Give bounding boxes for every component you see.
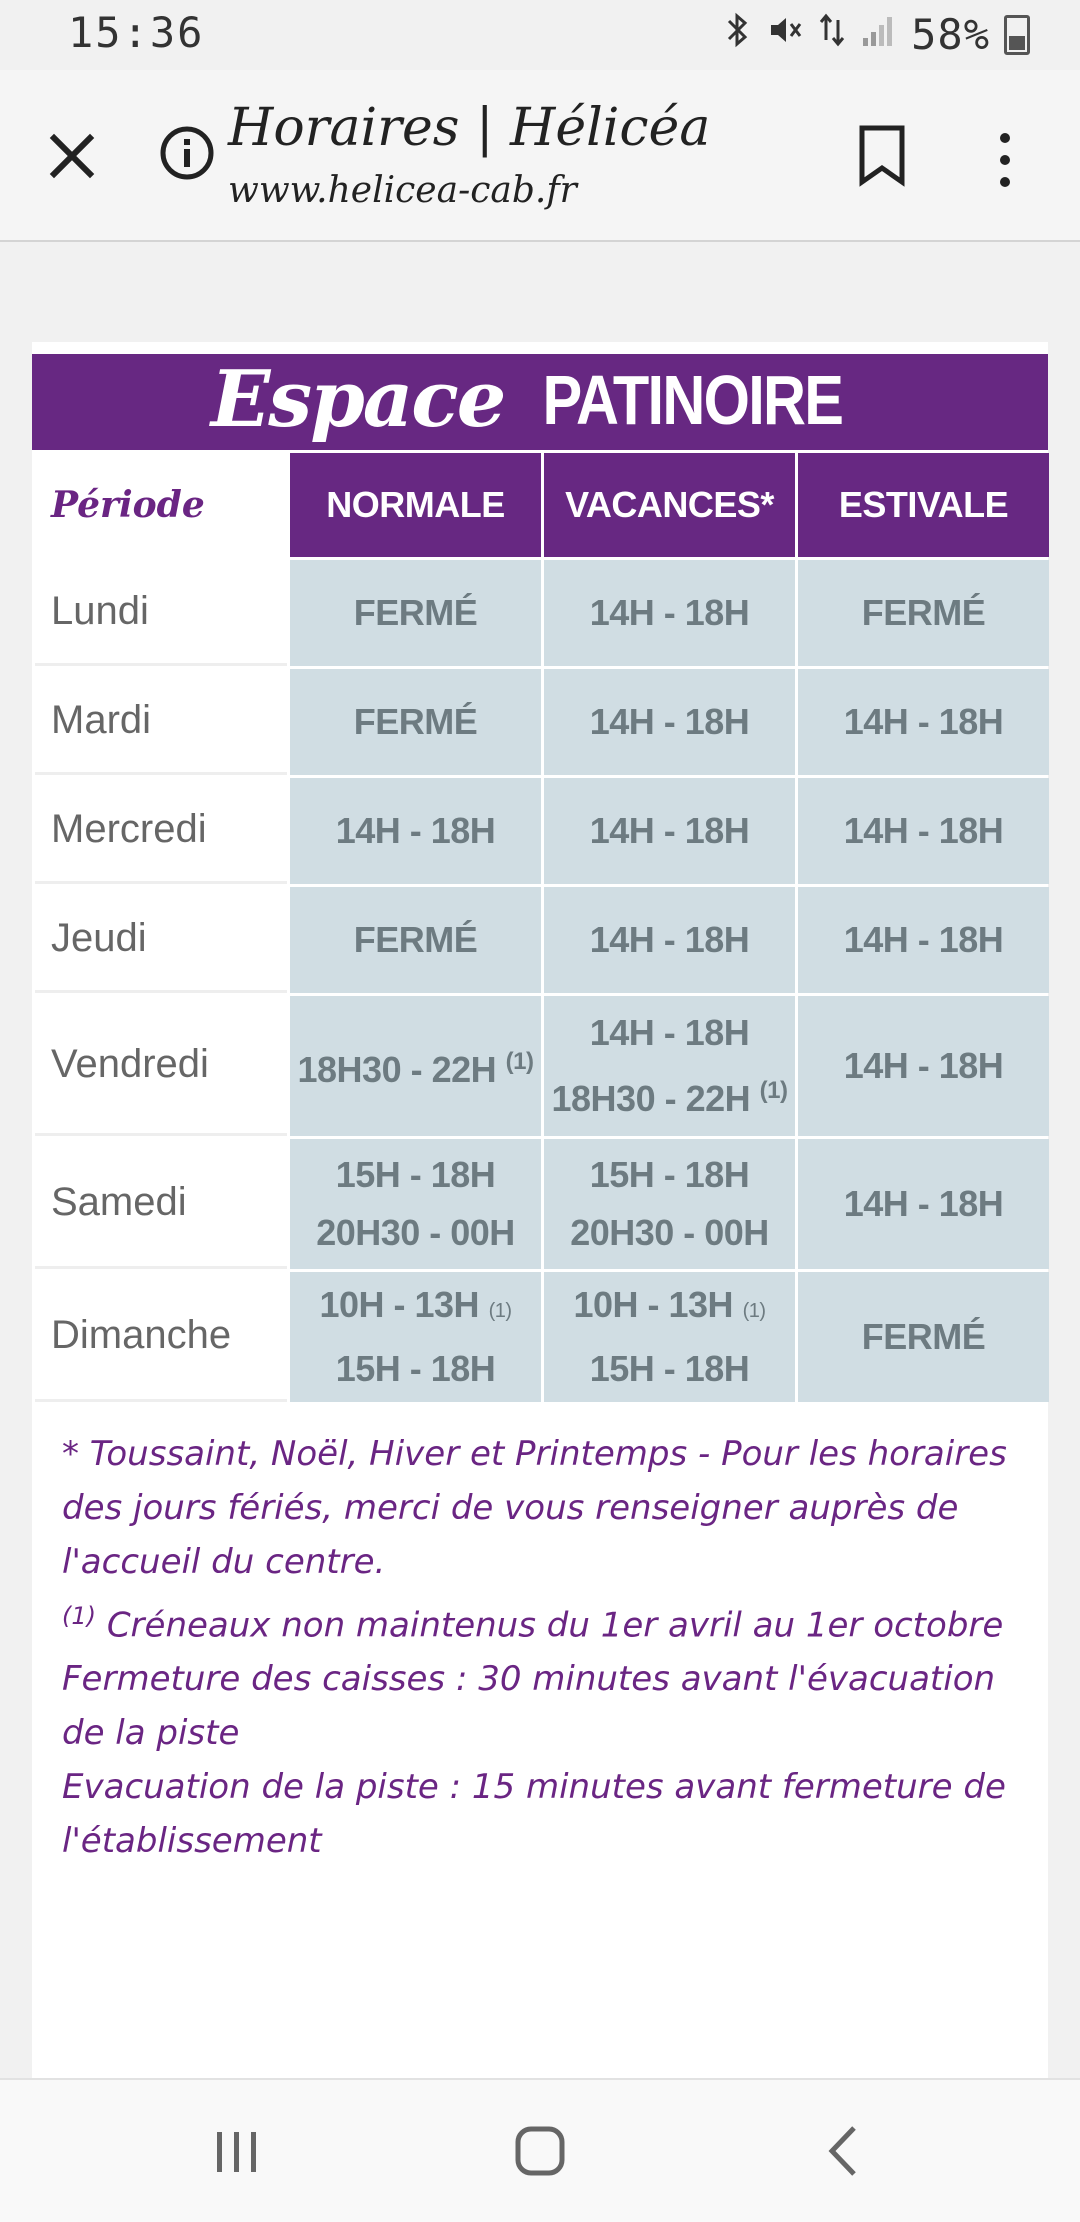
table-row (35, 669, 1049, 775)
browser-toolbar (0, 70, 1080, 242)
cell-text: 10H - 13H (319, 1284, 480, 1325)
schedule-cell (798, 1139, 1049, 1269)
schedule-cell (290, 669, 541, 775)
table-row (35, 887, 1049, 993)
schedule-cell (798, 669, 1049, 775)
battery-icon (1004, 15, 1030, 55)
cell-text: FERMÉ (861, 592, 986, 633)
banner-main-text: PATINOIRE (542, 360, 843, 439)
schedule-cell (798, 560, 1049, 666)
more-vert-icon[interactable] (990, 130, 1020, 190)
cell-text: FERMÉ (353, 701, 478, 742)
info-icon[interactable] (158, 124, 216, 182)
web-page (0, 242, 1080, 2078)
table-row (35, 996, 1049, 1136)
note-evacuation: Evacuation de la piste : 15 minutes avant fermeture de l'établissement (62, 1767, 1006, 1862)
battery-percent: 58% (911, 10, 990, 59)
cell-text: 14H - 18H (589, 919, 750, 960)
day-label: Mardi (35, 669, 287, 775)
cell-text: 14H - 18H (589, 592, 750, 633)
cell-text: 14H - 18H (589, 701, 750, 742)
table-row (35, 778, 1049, 884)
column-header-normale: NORMALE (290, 453, 541, 557)
mute-icon (767, 12, 803, 57)
schedule-cell (544, 1139, 795, 1269)
note-cash-closing: Fermeture des caisses : 30 minutes avant l'évacuation de la piste (62, 1659, 996, 1754)
cell-text: 20H30 - 00H (316, 1212, 515, 1253)
column-header-vacances: VACANCES* (544, 453, 795, 557)
schedule-cell (290, 887, 541, 993)
cell-text: FERMÉ (353, 592, 478, 633)
cell-text: 14H - 18H (843, 1183, 1004, 1224)
status-icons (723, 10, 1030, 59)
day-label: Dimanche (35, 1272, 287, 1402)
day-label: Mercredi (35, 778, 287, 884)
schedule-cell (290, 778, 541, 884)
cell-text: 15H - 18H (335, 1154, 496, 1195)
footnote-mark: (1) (742, 1300, 766, 1322)
schedule-cell (798, 778, 1049, 884)
cell-text: 14H - 18H (335, 810, 496, 851)
banner-script-text: Espace (210, 354, 505, 445)
schedule-cell (290, 1272, 541, 1402)
schedule-notes (62, 1427, 1022, 1868)
page-url: www.helicea-cab.fr (228, 170, 577, 211)
footnote-mark: (1) (505, 1048, 534, 1075)
cell-text: 20H30 - 00H (570, 1212, 769, 1253)
cell-text: 15H - 18H (589, 1154, 750, 1195)
bookmark-icon[interactable] (856, 124, 908, 188)
footnote-mark: (1) (488, 1300, 512, 1322)
cell-text: 14H - 18H (589, 810, 750, 851)
schedule-cell (544, 778, 795, 884)
schedule-cell (290, 1139, 541, 1269)
period-header: Période (35, 453, 287, 557)
note-footnote (62, 1589, 1022, 1652)
schedule-cell (290, 560, 541, 666)
cell-text: 15H - 18H (335, 1348, 496, 1389)
table-row (35, 1139, 1049, 1269)
cell-text: 15H - 18H (589, 1348, 750, 1389)
cell-text: FERMÉ (861, 1316, 986, 1357)
day-label: Vendredi (35, 996, 287, 1136)
note-footnote-mark: (1) (62, 1602, 96, 1630)
schedule-header-row (35, 453, 1049, 557)
status-bar (0, 0, 1080, 70)
schedule-cell (544, 1272, 795, 1402)
system-nav-bar (0, 2078, 1080, 2222)
back-icon[interactable] (822, 2124, 862, 2178)
cell-text: 14H - 18H (843, 1045, 1004, 1086)
bluetooth-icon (723, 12, 753, 57)
schedule-cell (544, 669, 795, 775)
day-label: Lundi (35, 560, 287, 666)
data-icon (817, 12, 847, 57)
schedule-banner (32, 354, 1048, 450)
footnote-mark: (1) (759, 1077, 788, 1104)
column-header-estivale: ESTIVALE (798, 453, 1049, 557)
schedule-cell (798, 1272, 1049, 1402)
schedule-cell (544, 560, 795, 666)
signal-icon (861, 12, 897, 57)
cell-text: 14H - 18H (589, 1012, 750, 1053)
schedule-cell (798, 996, 1049, 1136)
close-icon[interactable] (40, 124, 104, 188)
schedule-card (32, 342, 1048, 2092)
note-holidays: * Toussaint, Noël, Hiver et Printemps - Pour les horaires des jours fériés, merci de vous renseigner auprès de l'accueil du centre. (62, 1434, 1007, 1582)
cell-text: 14H - 18H (843, 701, 1004, 742)
recents-icon[interactable] (213, 2128, 261, 2176)
table-row (35, 560, 1049, 666)
schedule-cell (544, 887, 795, 993)
cell-text: 14H - 18H (843, 810, 1004, 851)
cell-text: 10H - 13H (573, 1284, 734, 1325)
schedule-cell (544, 996, 795, 1136)
cell-text: 18H30 - 22H (551, 1078, 751, 1119)
page-title: Horaires | Hélicéa (228, 98, 711, 158)
cell-text: 18H30 - 22H (297, 1049, 497, 1090)
schedule-table (32, 450, 1052, 1405)
status-time: 15:36 (68, 8, 205, 57)
cell-text: FERMÉ (353, 919, 478, 960)
home-icon[interactable] (513, 2124, 567, 2178)
note-footnote-text: Créneaux non maintenus du 1er avril au 1er octobre (106, 1605, 1004, 1646)
day-label: Jeudi (35, 887, 287, 993)
schedule-cell (290, 996, 541, 1136)
day-label: Samedi (35, 1139, 287, 1269)
cell-text: 14H - 18H (843, 919, 1004, 960)
table-row (35, 1272, 1049, 1402)
schedule-cell (798, 887, 1049, 993)
